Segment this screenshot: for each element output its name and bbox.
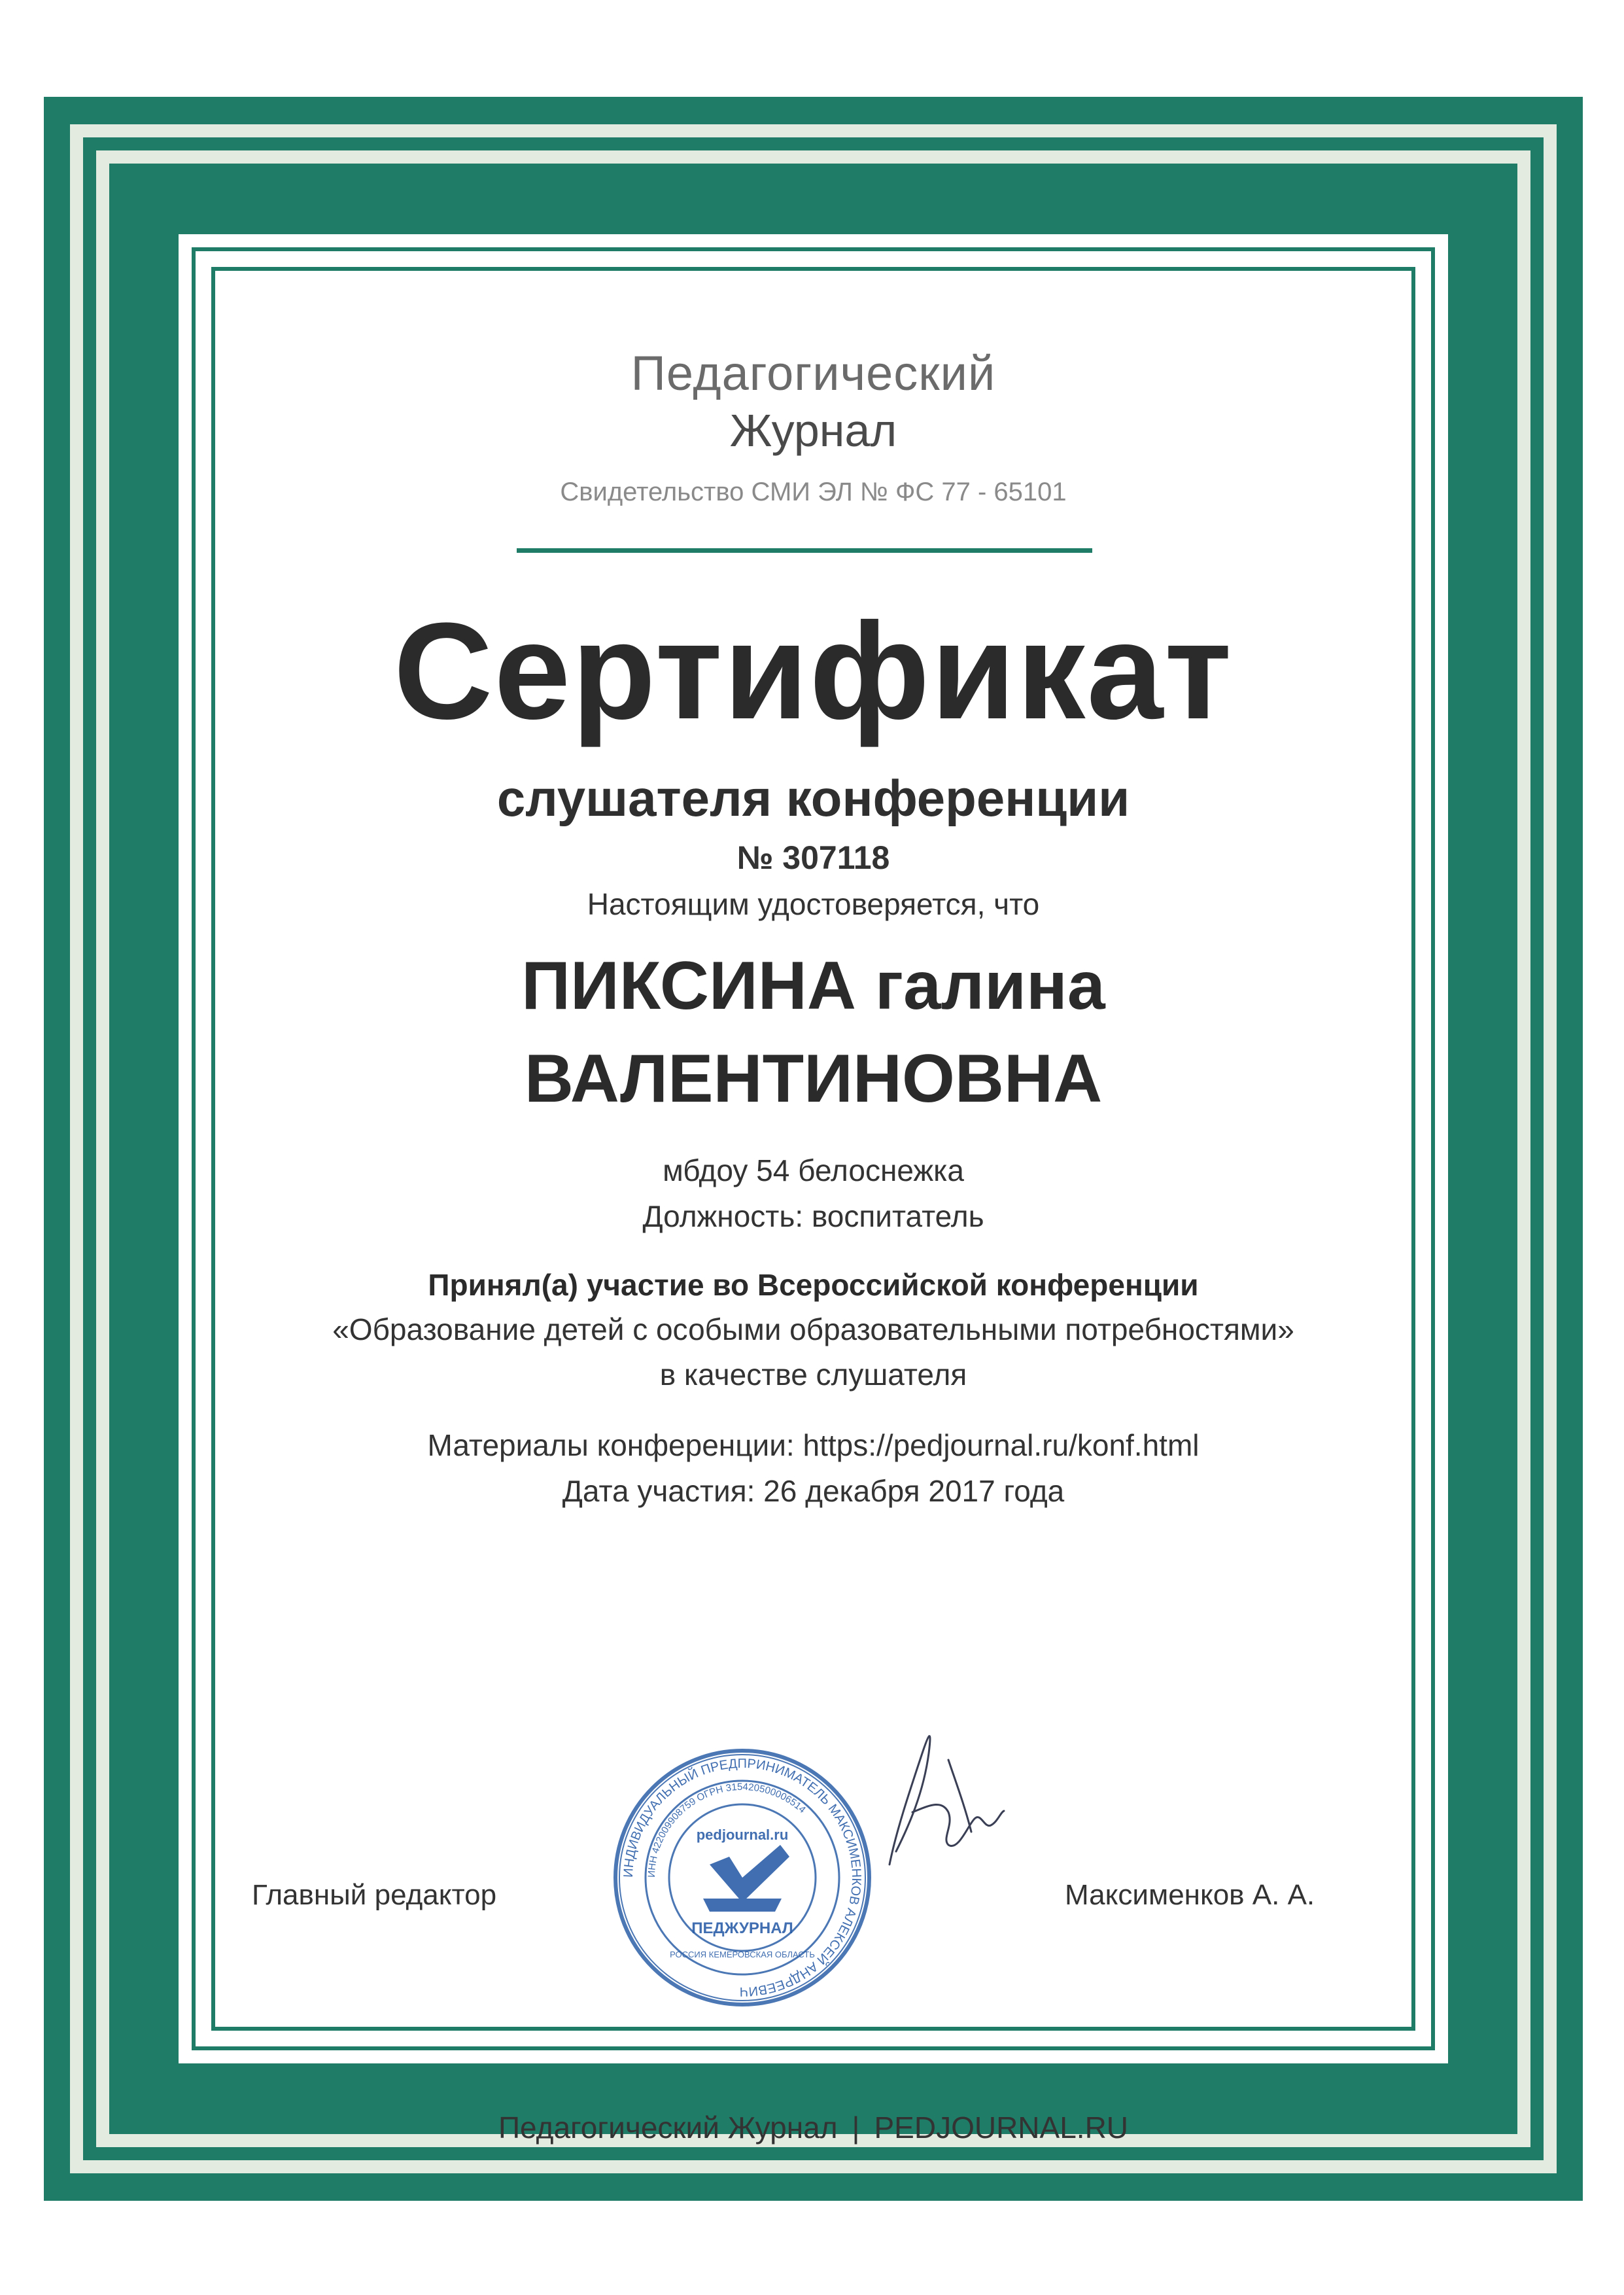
- stamp-inner-text: ИНН 422009908759 ОГРН 315420500006514: [646, 1781, 808, 1878]
- conference-name: «Образование детей с особыми образовательными потребностями»: [332, 1312, 1294, 1346]
- journal-title-line1: Педагогический: [631, 346, 996, 400]
- stamp-region: РОССИЯ КЕМЕРОВСКАЯ ОБЛАСТЬ: [670, 1950, 815, 1959]
- editor-signature: [850, 1714, 1020, 1884]
- participation-statement: Принял(а) участие во Всероссийской конференции: [428, 1268, 1199, 1302]
- footer-journal-name: Педагогический Журнал: [498, 2111, 838, 2145]
- conference-materials: Материалы конференции: https://pedjournal.ru/konf.html: [427, 1428, 1200, 1462]
- stamp-site: pedjournal.ru: [696, 1827, 789, 1843]
- footer-site: PEDJOURNAL.RU: [874, 2111, 1129, 2145]
- certificate-title: Сертификат: [393, 594, 1234, 748]
- header-divider: [517, 548, 1092, 553]
- official-stamp: [612, 1747, 873, 2008]
- certificate-subtitle: слушателя конференции: [496, 769, 1130, 827]
- recipient-name-line1: ПИКСИНА галина: [521, 948, 1105, 1024]
- journal-title-line2: Журнал: [729, 405, 897, 456]
- recipient-name-line2: ВАЛЕНТИНОВНА: [524, 1041, 1103, 1117]
- certificate-number: № 307118: [736, 839, 890, 876]
- stamp-outer-text: ИНДИВИДУАЛЬНЫЙ ПРЕДПРИНИМАТЕЛЬ МАКСИМЕНКОВ АЛЕКСЕЙ АНДРЕЕВИЧ: [621, 1756, 864, 1999]
- footer: [215, 2110, 1411, 2145]
- recipient-organization: мбдоу 54 белоснежка: [663, 1153, 964, 1187]
- participation-role: в качестве слушателя: [659, 1358, 967, 1392]
- editor-name: Максименков А. А.: [1065, 1879, 1315, 1911]
- certify-text: Настоящим удостоверяется, что: [587, 887, 1040, 921]
- checkmark-logo-icon: [703, 1845, 789, 1912]
- participation-date: Дата участия: 26 декабря 2017 года: [562, 1474, 1065, 1508]
- editor-label: Главный редактор: [252, 1879, 497, 1911]
- recipient-position: Должность: воспитатель: [642, 1199, 984, 1233]
- stamp-brand: ПЕДЖУРНАЛ: [691, 1919, 793, 1937]
- footer-separator: |: [852, 2111, 860, 2145]
- media-license: Свидетельство СМИ ЭЛ № ФС 77 - 65101: [560, 478, 1067, 506]
